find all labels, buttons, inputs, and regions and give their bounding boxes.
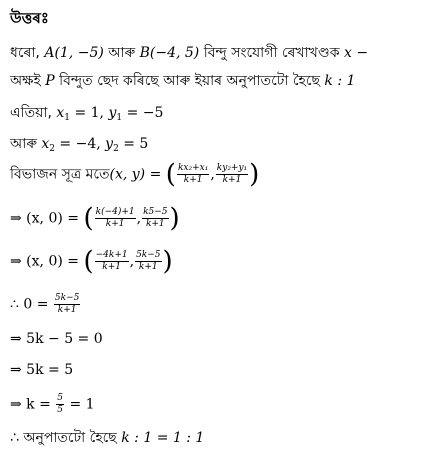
- segment-text: বিন্দু সংযোগী ৰেখাখণ্ডক: [203, 45, 340, 61]
- y2-value: = 5: [118, 136, 149, 152]
- given-values-2: [10, 135, 148, 158]
- y-equation-line: [10, 293, 81, 316]
- step-equation-1: ⇒ 5k − 5 = 0: [10, 331, 103, 347]
- fraction-x: $\frac{k(-4)+1}{k+1}$: [95, 207, 135, 229]
- assume-text: ধৰো,: [10, 45, 40, 61]
- fraction-y: $\frac{5k-5}{k+1}$: [136, 250, 161, 272]
- open-paren: (: [83, 203, 94, 234]
- open-paren: (: [165, 159, 176, 190]
- ratio-k-1: k : 1: [324, 73, 356, 89]
- x1-symbol: $x_1$: [56, 105, 71, 123]
- assumption-line-1: [10, 44, 368, 62]
- implies-lhs: ⇒ (x, 0) =: [10, 253, 84, 270]
- step-equation-2: ⇒ 5k = 5: [10, 362, 74, 378]
- open-paren: (: [83, 246, 94, 277]
- equals-sign: =: [145, 166, 166, 183]
- axis-text: অক্ষই: [10, 73, 41, 89]
- intersect-text: বিন্দুত ছেদ কৰিছে আৰু ইয়াৰ অনুপাতটো হৈছে: [59, 73, 320, 89]
- section-formula-line: [10, 159, 260, 190]
- k-rhs: = 1: [65, 396, 95, 413]
- simplified-line: [10, 246, 173, 277]
- close-paren: ): [162, 246, 173, 277]
- answer-heading: উত্তৰঃ: [10, 9, 49, 27]
- fraction-y: $\frac{5k-5}{k+1}$: [54, 293, 80, 315]
- final-ratio: k : 1 = 1 : 1: [121, 430, 205, 446]
- now-text: এতিয়া,: [10, 105, 52, 121]
- fraction-x: $\frac{-4k+1}{k+1}$: [95, 250, 128, 272]
- close-paren: ): [169, 203, 180, 234]
- comma: ,: [129, 253, 135, 270]
- conclusion-text: ∴ অনুপাতটো হৈছে: [10, 430, 117, 446]
- and-text-2: আৰু: [10, 136, 37, 152]
- therefore-lhs: ∴ 0 =: [10, 296, 53, 313]
- section-formula-text: বিভাজন সূত্ৰ মতে: [10, 166, 110, 183]
- and-text: আৰু: [108, 45, 136, 61]
- comma: ,: [210, 166, 215, 183]
- y2-symbol: $y_2$: [105, 136, 119, 154]
- substitution-line: [10, 203, 180, 234]
- x1-value: = 1,: [70, 105, 109, 121]
- k-lhs: ⇒ k =: [10, 396, 56, 413]
- point-a: A(1, −5): [44, 45, 104, 61]
- xy-point: (x, y): [109, 166, 146, 183]
- point-p: P: [45, 73, 55, 89]
- close-paren: ): [249, 159, 260, 190]
- x2-symbol: $x_2$: [41, 136, 55, 154]
- fraction-x: $\frac{\text{kx₂+x₁}}{k+1}$: [177, 163, 209, 185]
- fraction-y: $\frac{k5-5}{k+1}$: [143, 207, 168, 229]
- y1-value: = −5: [122, 105, 164, 121]
- x-axis-label: x −: [343, 45, 369, 61]
- y1-symbol: $y_1$: [108, 105, 123, 123]
- conclusion-line: [10, 429, 204, 447]
- implies-lhs: ⇒ (x, 0) =: [10, 210, 84, 227]
- comma: ,: [136, 210, 142, 227]
- fraction-y: $\frac{\text{ky₂+y₁}}{k+1}$: [216, 163, 248, 185]
- point-b: B(−4, 5): [139, 45, 200, 61]
- x2-value: = −4,: [54, 136, 106, 152]
- fraction-k: $\frac{5}{5}$: [57, 393, 64, 415]
- k-value-line: [10, 393, 95, 416]
- given-values-1: [10, 104, 163, 127]
- assumption-line-2: [10, 72, 355, 90]
